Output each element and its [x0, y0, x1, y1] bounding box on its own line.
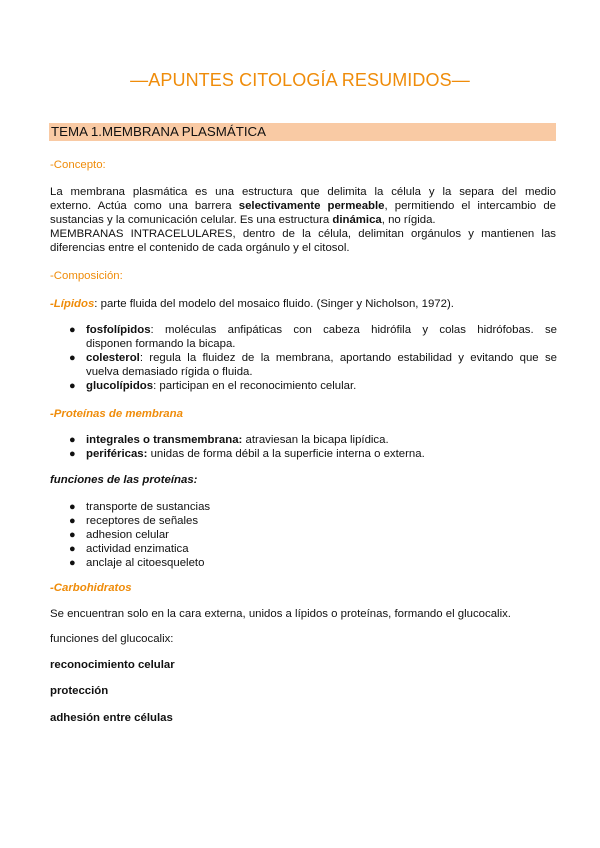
- list-item: ● periféricas: unidas de forma débil a la superficie interna o externa.: [69, 448, 425, 460]
- concepto-line: externo. Actúa como una barrera selectivamente permeable, permitiendo el intercambio de: [50, 200, 556, 212]
- bullet-icon: ●: [69, 380, 76, 392]
- concepto-line: diferencias entre el contenido de cada orgánulo y el citosol.: [50, 242, 350, 254]
- concepto-line: MEMBRANAS INTRACELULARES, dentro de la célula, delimitan orgánulos y mantienen las: [50, 228, 556, 240]
- composicion-label: -Composición:: [50, 270, 123, 282]
- glucocalix-item: adhesión entre células: [50, 712, 173, 724]
- carbohidratos-heading: -Carbohidratos: [50, 582, 132, 594]
- bullet-icon: ●: [69, 543, 76, 555]
- funciones-list: [50, 500, 557, 570]
- bullet-icon: ●: [69, 515, 76, 527]
- document-title: —APUNTES CITOLOGÍA RESUMIDOS—: [130, 70, 470, 90]
- lipidos-intro: -Lípidos: parte fluida del modelo del mosaico fluido. (Singer y Nicholson, 1972).: [50, 298, 454, 310]
- glucocalix-item: protección: [50, 685, 109, 697]
- bullet-icon: ●: [69, 529, 76, 541]
- bullet-icon: ●: [69, 434, 76, 446]
- list-item: ● integrales o transmembrana: atraviesan la bicapa lipídica.: [69, 434, 389, 446]
- concepto-label: -Concepto:: [50, 159, 106, 171]
- list-item: ● actividad enzimatica: [69, 543, 189, 555]
- bullet-icon: ●: [69, 352, 76, 364]
- proteinas-list: [50, 433, 557, 461]
- bullet-icon: ●: [69, 501, 76, 513]
- concepto-paragraph: [50, 185, 556, 255]
- bullet-icon: ●: [69, 557, 76, 569]
- bullet-icon: ●: [69, 448, 76, 460]
- glucocalix-item: reconocimiento celular: [50, 659, 175, 671]
- list-item: ● anclaje al citoesqueleto: [69, 557, 205, 569]
- list-item: ● colesterol: regula la fluidez de la membrana, aportando estabilidad y evitando que se vuelva demasiado rígida o fluida.: [69, 352, 557, 378]
- lipidos-list: [50, 323, 557, 393]
- bullet-icon: ●: [69, 324, 76, 336]
- carbohidratos-text: Se encuentran solo en la cara externa, unidos a lípidos o proteínas, formando el glucocalix.: [50, 608, 511, 620]
- list-item: ● glucolípidos: participan en el reconocimiento celular.: [69, 380, 357, 392]
- list-item: ● receptores de señales: [69, 515, 199, 527]
- concepto-line: sustancias y la comunicación celular. Es una estructura dinámica, no rígida.: [50, 214, 436, 226]
- funciones-proteinas-heading: funciones de las proteínas:: [50, 474, 198, 486]
- proteinas-heading: -Proteínas de membrana: [50, 408, 183, 420]
- list-item: ● transporte de sustancias: [69, 501, 211, 513]
- glucocalix-label: funciones del glucocalix:: [50, 633, 174, 645]
- list-item: ● fosfolípidos: moléculas anfipáticas con cabeza hidrófila y colas hidrófobas. se disponen formando la bicapa.: [69, 324, 557, 350]
- concepto-line: La membrana plasmática es una estructura que delimita la célula y la separa del medio: [50, 186, 556, 198]
- section-heading-tema: TEMA 1.MEMBRANA PLASMÁTICA: [49, 123, 556, 141]
- list-item: ● adhesion celular: [69, 529, 169, 541]
